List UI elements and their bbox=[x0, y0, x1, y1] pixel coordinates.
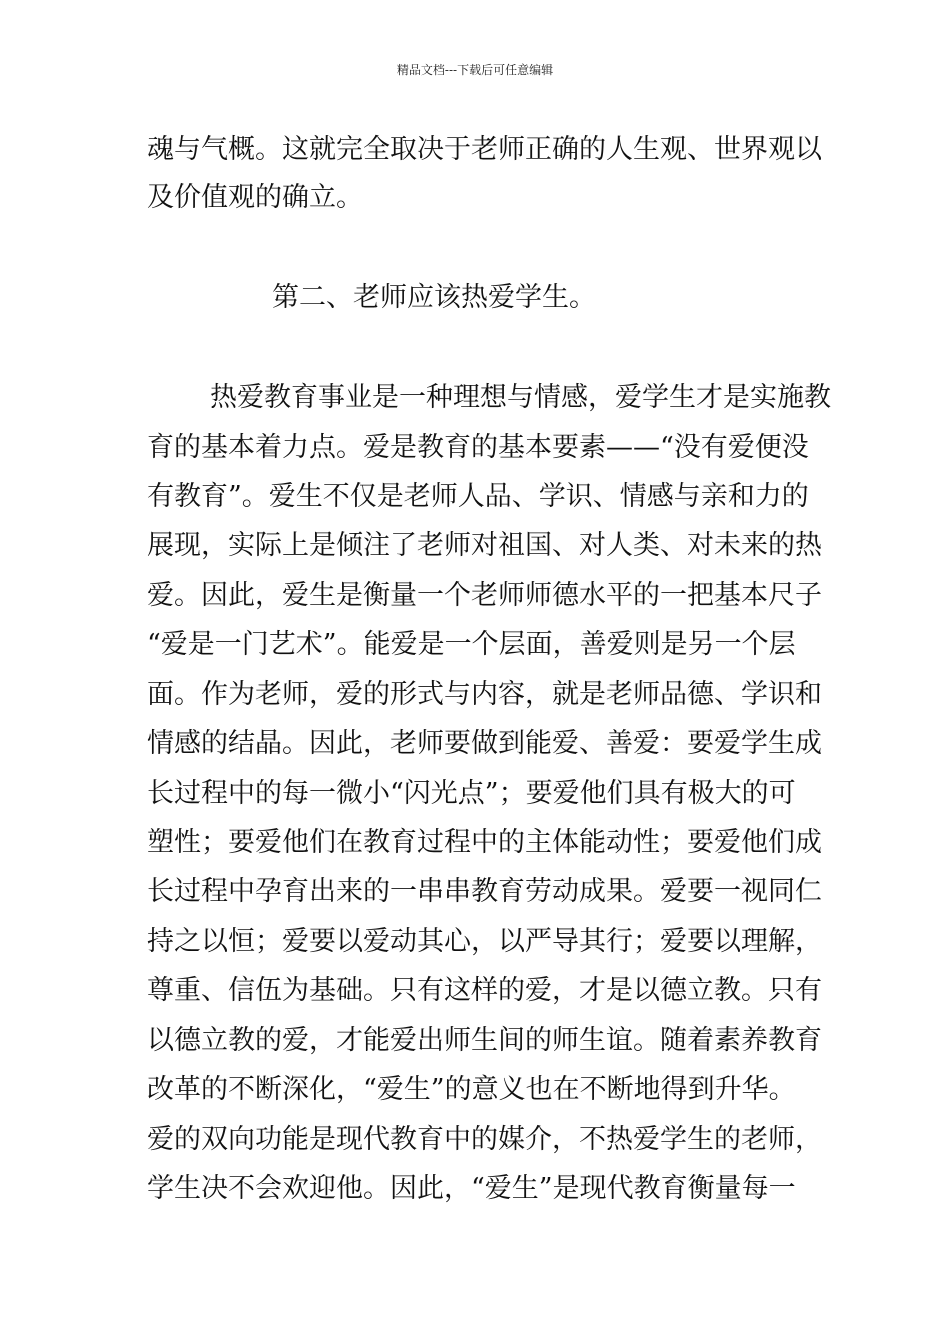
body-line-6: “爱是一门艺术”。能爱是一个层面，善爱则是另一个层 bbox=[147, 629, 796, 660]
body-line-4: 展现，实际上是倾注了老师对祖国、对人类、对未来的热 bbox=[147, 530, 822, 561]
body-line-7: 面。作为老师，爱的形式与内容，就是老师品德、学识和 bbox=[147, 679, 822, 710]
body-line-11: 长过程中孕育出来的一串串教育劳动成果。爱要一视同仁 bbox=[147, 876, 822, 907]
body-line-9: 长过程中的每一微小“闪光点”；要爱他们具有极大的可 bbox=[147, 778, 796, 809]
body-line-1: 热爱教育事业是一种理想与情感，爱学生才是实施教 bbox=[210, 382, 831, 413]
intro-line-2: 及价值观的确立。 bbox=[147, 182, 363, 213]
body-line-13: 尊重、信伍为基础。只有这样的爱，才是以德立教。只有 bbox=[147, 975, 822, 1006]
body-line-3: 有教育”。爱生不仅是老师人品、学识、情感与亲和力的 bbox=[147, 481, 809, 512]
body-line-12: 持之以恒；爱要以爱动其心，以严导其行；爱要以理解， bbox=[147, 926, 822, 957]
intro-line-1: 魂与气概。这就完全取决于老师正确的人生观、世界观以 bbox=[147, 134, 822, 165]
body-line-14: 以德立教的爱，才能爱出师生间的师生谊。随着素养教育 bbox=[147, 1025, 822, 1056]
page-header: 精品文档---下载后可任意编辑 bbox=[396, 63, 554, 77]
body-line-2: 育的基本着力点。爱是教育的基本要素——“没有爱便没 bbox=[147, 432, 809, 463]
body-line-17: 学生决不会欢迎他。因此，“爱生”是现代教育衡量每一 bbox=[147, 1173, 796, 1204]
body-line-5: 爱。因此，爱生是衡量一个老师师德水平的一把基本尺子 bbox=[147, 580, 822, 611]
section-heading: 第二、老师应该热爱学生。 bbox=[272, 282, 596, 313]
body-line-10: 塑性；要爱他们在教育过程中的主体能动性；要爱他们成 bbox=[147, 827, 822, 858]
body-line-8: 情感的结晶。因此，老师要做到能爱、善爱：要爱学生成 bbox=[147, 728, 822, 759]
body-line-16: 爱的双向功能是现代教育中的媒介，不热爱学生的老师， bbox=[147, 1124, 822, 1155]
body-line-15: 改革的不断深化，“爱生”的意义也在不断地得到升华。 bbox=[147, 1074, 796, 1105]
